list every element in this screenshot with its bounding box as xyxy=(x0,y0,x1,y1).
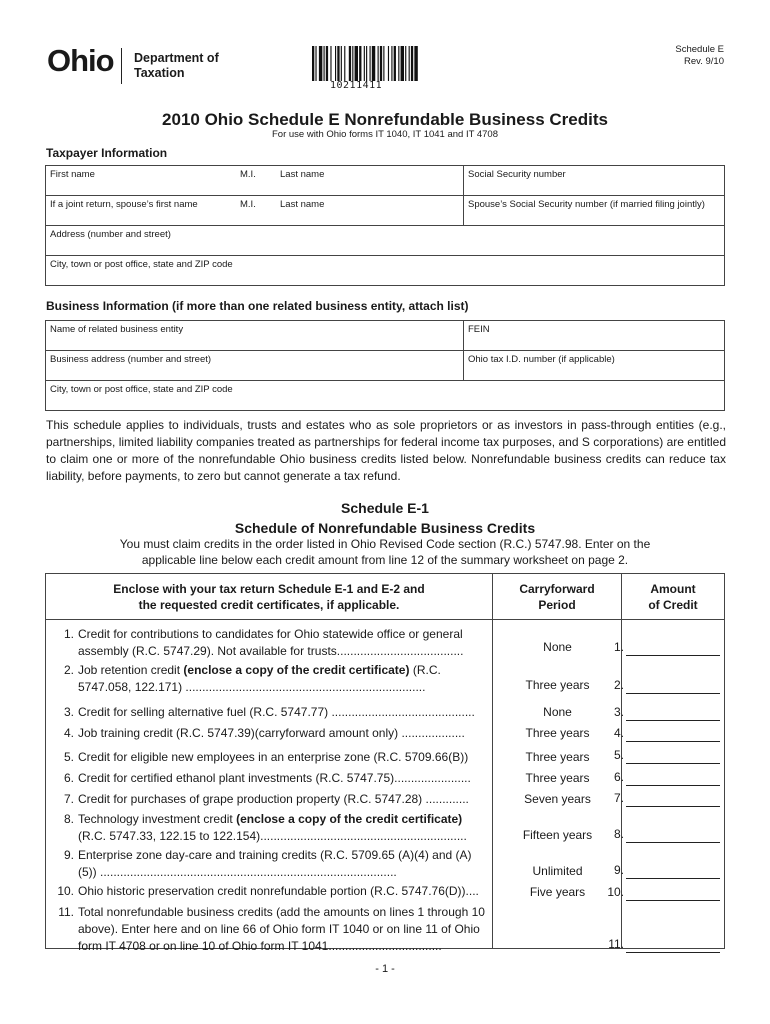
amount-input[interactable] xyxy=(626,828,720,843)
amount-line-8 xyxy=(606,826,720,843)
dot-leader: ....................... xyxy=(394,771,471,785)
line-number: 6. xyxy=(63,771,74,785)
amount-input[interactable] xyxy=(626,641,720,656)
barcode-bar xyxy=(319,46,322,81)
line-number: 10. xyxy=(57,884,74,898)
credit-description xyxy=(78,883,486,900)
form-title: 2010 Ohio Schedule E Nonrefundable Business Credits xyxy=(162,110,608,129)
amount-line-5 xyxy=(606,747,720,764)
amount-line-number: 8. xyxy=(613,827,624,841)
barcode-bar xyxy=(364,46,365,81)
amount-line-number: 1. xyxy=(613,640,624,654)
header-carryforward-line-2: Period xyxy=(538,597,576,612)
business-name-field[interactable]: Name of related business entity xyxy=(50,324,184,335)
barcode-bar xyxy=(337,46,339,81)
barcode-bar xyxy=(326,46,328,81)
line-number: 3. xyxy=(63,705,74,719)
amount-line-number: 9. xyxy=(613,863,624,877)
carryforward-period: Three years xyxy=(525,678,590,692)
amount-input[interactable] xyxy=(626,886,720,901)
credits-table-header xyxy=(46,574,724,620)
amount-input[interactable] xyxy=(626,749,720,764)
barcode-bar xyxy=(341,46,342,81)
credits-table xyxy=(45,573,725,953)
last-name-field[interactable]: Last name xyxy=(280,169,325,180)
header-amount xyxy=(621,574,724,619)
amount-input[interactable] xyxy=(626,864,720,879)
credit-line-8 xyxy=(54,811,486,845)
credit-text-bold: (enclose a copy of the credit certificate) xyxy=(236,812,463,826)
amount-line-6 xyxy=(606,769,720,786)
amount-line-number: 6. xyxy=(613,770,624,784)
spouse-first-name-field[interactable]: If a joint return, spouse’s first name xyxy=(50,199,198,210)
credit-description xyxy=(78,725,486,742)
taxpayer-row-2 xyxy=(46,196,724,226)
amount-line-number: 7. xyxy=(613,791,624,805)
amount-line-7 xyxy=(606,790,720,807)
credit-line-10 xyxy=(54,883,486,900)
schedule-e1-instructions xyxy=(0,536,770,568)
header-carryforward xyxy=(492,574,621,619)
department-line-1: Department of xyxy=(134,51,219,65)
dot-leader: ......................................................................................... xyxy=(96,865,397,879)
carryforward-period: None xyxy=(543,705,572,719)
dot-leader: ................... xyxy=(398,726,465,740)
business-row-1 xyxy=(46,321,724,351)
amount-input[interactable] xyxy=(626,727,720,742)
credit-description xyxy=(78,847,486,881)
form-subtitle: For use with Ohio forms IT 1040, IT 1041 and IT 4708 xyxy=(271,129,498,140)
amount-input[interactable] xyxy=(626,792,720,807)
barcode-bar xyxy=(366,46,367,81)
credit-line-6 xyxy=(54,770,486,787)
carryforward-period: Three years xyxy=(525,771,590,785)
carryforward-period: None xyxy=(543,640,572,654)
barcode-bar xyxy=(370,46,371,81)
line-number: 8. xyxy=(63,812,74,826)
fein-field[interactable]: FEIN xyxy=(463,321,724,350)
barcode-bar xyxy=(372,46,375,81)
barcode-bar xyxy=(359,46,361,81)
barcode-bar xyxy=(335,46,336,81)
amount-line-2 xyxy=(606,677,720,694)
taxpayer-row-1 xyxy=(46,166,724,196)
credit-text-bold: (enclose a copy of the credit certificate) xyxy=(183,663,410,677)
barcode-bar xyxy=(411,46,413,81)
credit-text: Job retention credit xyxy=(78,663,184,677)
amount-line-1 xyxy=(606,639,720,656)
schedule-e1-subtitle: Schedule of Nonrefundable Business Credits xyxy=(234,520,536,536)
dot-leader: .... xyxy=(465,884,479,898)
credit-text: Job training credit (R.C. 5747.39)(carryforward amount only) xyxy=(78,726,399,740)
credit-line-7 xyxy=(54,791,486,808)
barcode-bar xyxy=(324,46,325,81)
barcode-bar xyxy=(349,46,351,81)
mi-field[interactable]: M.I. xyxy=(240,169,256,180)
credit-line-4 xyxy=(54,725,486,742)
header-enclose xyxy=(46,574,492,619)
header-carryforward-line-1: Carryforward xyxy=(519,581,595,596)
line-number: 1. xyxy=(63,627,74,641)
credit-description xyxy=(78,904,486,955)
taxpayer-row-3 xyxy=(46,226,724,256)
carryforward-period: Seven years xyxy=(524,792,591,806)
barcode-bar xyxy=(378,46,379,81)
spouse-ssn-field[interactable]: Spouse’s Social Security number (if married filing jointly) xyxy=(463,196,724,225)
credit-line-5 xyxy=(54,749,486,766)
credits-table-body xyxy=(46,620,724,953)
amount-input[interactable] xyxy=(626,771,720,786)
taxpayer-info-grid xyxy=(45,165,725,286)
intro-paragraph: This schedule applies to individuals, trusts and estates who as sole proprietors or as investors in pass-through entities (e.g., partnerships, limited liability companies treated as partnerships for federal income tax purposes, and S corporations) are entitled to claim one or more of the nonrefundable Ohio business credits listed below. Nonrefundable business credits can reduce tax liability, before payments, to zero but cannot generate a tax refund. xyxy=(46,418,726,483)
amount-line-number: 10. xyxy=(607,885,624,899)
instructions-line-1: You must claim credits in the order listed in Ohio Revised Code section (R.C.) 5747.98. Enter on the xyxy=(119,537,651,551)
credit-line-3 xyxy=(54,704,486,721)
line-number: 2. xyxy=(63,663,74,677)
amount-line-11 xyxy=(606,936,720,953)
revision-label: Rev. 9/10 xyxy=(684,56,724,67)
credit-line-9 xyxy=(54,847,486,881)
credit-text: Technology investment credit xyxy=(78,812,237,826)
address-field[interactable]: Address (number and street) xyxy=(50,229,171,240)
credit-description xyxy=(78,811,486,845)
header-amount-line-2: of Credit xyxy=(648,597,698,612)
amount-line-number: 11. xyxy=(608,937,624,951)
barcode-bar xyxy=(352,46,353,81)
line-number: 7. xyxy=(63,792,74,806)
schedule-e1-heading xyxy=(0,498,770,538)
business-city-state-zip-field[interactable]: City, town or post office, state and ZIP code xyxy=(50,384,233,395)
barcode-bar xyxy=(401,46,404,81)
dot-leader: ........................................... xyxy=(328,705,475,719)
amount-line-number: 2. xyxy=(613,678,624,692)
barcode-bar xyxy=(312,46,314,81)
barcode-bar xyxy=(394,46,396,81)
amount-line-10 xyxy=(606,884,720,901)
credit-text: Credit for certified ethanol plant investments (R.C. 5747.75) xyxy=(78,771,395,785)
credit-description xyxy=(78,626,486,660)
credit-text: Total nonrefundable business credits (add the amounts on lines 1 through 10 above). Enter here and on line 66 of Ohio form IT 1040 or on line 11 of Ohio form IT 4708 or on line 10 of Ohio form IT 1041 xyxy=(78,905,485,953)
credit-description xyxy=(78,770,486,787)
header-enclose-line-2: the requested credit certificates, if applicable. xyxy=(138,597,400,612)
amount-line-4 xyxy=(606,725,720,742)
business-row-2 xyxy=(46,351,724,381)
business-address-field[interactable]: Business address (number and street) xyxy=(50,354,212,365)
credit-text: Enterprise zone day-care and training credits (R.C. 5709.65 (A)(4) and (A)(5)) xyxy=(78,848,472,879)
carryforward-period: Five years xyxy=(529,885,586,899)
credit-line-11 xyxy=(54,904,486,955)
barcode-number: 10211411 xyxy=(330,80,383,91)
credit-text: Ohio historic preservation credit nonrefundable portion (R.C. 5747.76(D)) xyxy=(78,884,466,898)
dot-leader: .................................. xyxy=(328,939,442,953)
credit-line-2 xyxy=(54,662,486,696)
credit-description xyxy=(78,749,486,766)
credit-text: Credit for contributions to candidates for Ohio statewide office or general assembly (R.C. 5747.29). Not available for trusts xyxy=(78,627,463,658)
amount-line-3 xyxy=(606,704,720,721)
spouse-last-name-field[interactable]: Last name xyxy=(280,199,325,210)
carryforward-period: Three years xyxy=(525,750,590,764)
barcode-bar xyxy=(315,46,316,81)
department-line-2: Taxation xyxy=(134,66,185,80)
dot-leader: .............................................................. xyxy=(260,829,467,843)
barcode-bar xyxy=(388,46,389,81)
taxpayer-heading: Taxpayer Information xyxy=(46,146,168,160)
header-amount-line-1: Amount xyxy=(650,581,696,596)
taxpayer-row-4 xyxy=(46,256,724,286)
amount-input[interactable] xyxy=(626,679,720,694)
barcode-bar xyxy=(414,46,417,81)
line-number: 11. xyxy=(58,905,74,919)
amount-line-9 xyxy=(606,862,720,879)
barcode-bar xyxy=(380,46,382,81)
logo-divider xyxy=(121,48,122,84)
credit-text: Credit for purchases of grape production property (R.C. 5747.28) xyxy=(78,792,423,806)
amount-input[interactable] xyxy=(626,938,720,953)
barcode-bar xyxy=(398,46,399,81)
credit-line-1 xyxy=(54,626,486,660)
city-state-zip-field[interactable]: City, town or post office, state and ZIP code xyxy=(50,259,233,270)
line-number: 5. xyxy=(63,750,74,764)
business-row-3 xyxy=(46,381,724,411)
amount-line-number: 3. xyxy=(613,705,624,719)
barcode-bar xyxy=(405,46,406,81)
dot-leader: ...................................... xyxy=(336,644,464,658)
business-info-grid xyxy=(45,320,725,411)
schedule-label: Schedule E xyxy=(675,44,724,55)
department-name xyxy=(134,51,219,81)
credit-description xyxy=(78,791,486,808)
schedule-e1-title: Schedule E-1 xyxy=(341,500,429,516)
barcode-bar xyxy=(409,46,410,81)
line-number: 4. xyxy=(63,726,74,740)
header-enclose-line-1: Enclose with your tax return Schedule E-1 and E-2 and xyxy=(113,581,425,596)
amount-input[interactable] xyxy=(626,706,720,721)
amount-line-number: 4. xyxy=(613,726,624,740)
credit-description xyxy=(78,662,486,696)
credit-text: Credit for selling alternative fuel (R.C. 5747.77) xyxy=(78,705,329,719)
spouse-mi-field[interactable]: M.I. xyxy=(240,199,256,210)
credit-text-cont: (R.C. 5747.33, 122.15 to 122.154) xyxy=(78,829,261,843)
ohio-logo: Ohio xyxy=(47,43,114,78)
dot-leader: ............. xyxy=(422,792,469,806)
line-number: 9. xyxy=(63,848,74,862)
ohio-tax-id-field[interactable]: Ohio tax I.D. number (if applicable) xyxy=(463,351,724,380)
barcode-bar xyxy=(355,46,358,81)
credit-text: Credit for eligible new employees in an enterprise zone (R.C. 5709.66(B)) xyxy=(78,750,469,764)
business-heading: Business Information (if more than one related business entity, attach list) xyxy=(46,299,469,313)
barcode-bar xyxy=(330,46,331,81)
instructions-line-2: applicable line below each credit amount from line 12 of the summary worksheet on page 2. xyxy=(141,553,629,567)
barcode-bar xyxy=(344,46,345,81)
barcode-image xyxy=(312,46,454,81)
dot-leader: ........................................................................ xyxy=(182,680,426,694)
schedule-id xyxy=(640,44,724,68)
first-name-field[interactable]: First name xyxy=(50,169,95,180)
amount-line-number: 5. xyxy=(613,748,624,762)
credit-text-cont: (R.C. 5747.058, 122.171) xyxy=(78,663,441,694)
credit-description xyxy=(78,704,486,721)
carryforward-period: Fifteen years xyxy=(522,828,593,842)
barcode-bar xyxy=(383,46,384,81)
page-number: - 1 - xyxy=(375,963,395,975)
carryforward-period: Unlimited xyxy=(532,864,583,878)
barcode-bar xyxy=(391,46,392,81)
carryforward-period: Three years xyxy=(525,726,590,740)
ssn-field[interactable]: Social Security number xyxy=(463,166,724,195)
